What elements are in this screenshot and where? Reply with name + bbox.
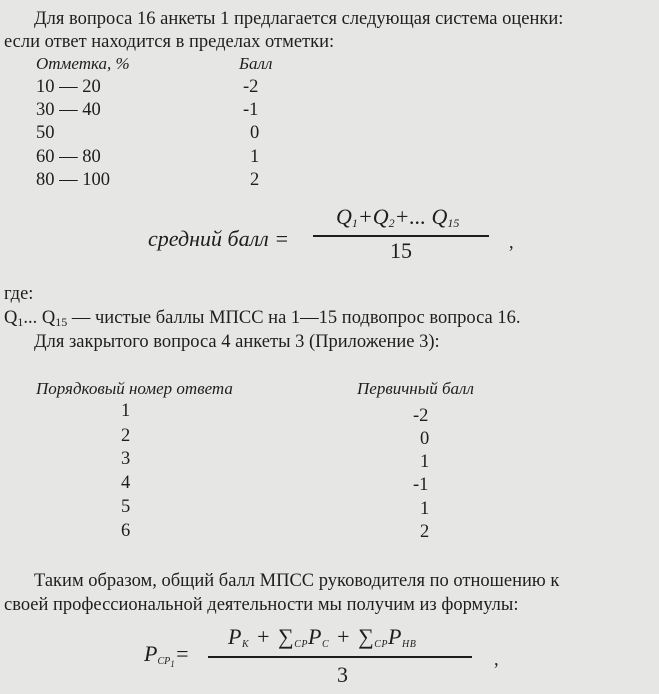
- scale-col-mark-header: Отметка, %: [36, 54, 130, 73]
- conclusion-line-2: своей профессиональной деятельности мы получим из формулы:: [4, 595, 519, 615]
- answers-score-cell: -2: [413, 406, 429, 426]
- answers-score-cell: -1: [413, 475, 429, 495]
- formula-lhs: средний балл =: [148, 226, 290, 251]
- answers-num-cell: 1: [121, 401, 131, 421]
- scale-col-score-header: Балл: [239, 54, 273, 73]
- answers-score-cell: 1: [420, 452, 430, 472]
- answers-score-cell: 0: [420, 429, 430, 449]
- answers-score-cell: 2: [420, 522, 430, 542]
- scale-range-cell: 80 — 100: [36, 170, 110, 190]
- formula-numerator: $Q_1+Q_2+$... $Q_{15}$: [336, 204, 460, 230]
- definition-q: $Q_1$... $Q_{15}$ — чистые баллы МПСС на 1—15 подвопрос вопроса 16.: [4, 308, 521, 329]
- answers-col-num-header: Порядковый номер ответа: [36, 379, 233, 398]
- fraction-bar: [313, 235, 489, 237]
- formula2-lhs: $P_{CP1}=$: [144, 641, 190, 669]
- intro-line-1: Для вопроса 16 анкеты 1 предлагается следующая система оценки:: [34, 9, 564, 29]
- answers-num-cell: 5: [121, 497, 131, 517]
- scale-score-cell: 2: [250, 170, 260, 190]
- closed-question-line: Для закрытого вопроса 4 анкеты 3 (Приложение 3):: [34, 332, 440, 352]
- scale-range-cell: 60 — 80: [36, 147, 101, 167]
- answers-col-score-header: Первичный балл: [357, 379, 474, 398]
- formula2-comma: ,: [494, 650, 499, 670]
- answers-num-cell: 2: [121, 426, 131, 446]
- scale-score-cell: 1: [250, 147, 260, 167]
- answers-num-cell: 3: [121, 449, 131, 469]
- fraction-bar: [208, 656, 472, 658]
- intro-line-2: если ответ находится в пределах отметки:: [4, 32, 335, 52]
- scale-score-cell: -1: [243, 100, 259, 120]
- scale-range-cell: 10 — 20: [36, 77, 101, 97]
- answers-score-cell: 1: [420, 499, 430, 519]
- scale-score-cell: -2: [243, 77, 259, 97]
- scale-range-cell: 30 — 40: [36, 100, 101, 120]
- formula2-numerator: $P_K + \sum_{CP}P_C + \sum_{CP}P_{HB}$: [228, 624, 417, 650]
- formula-denominator: 15: [390, 238, 412, 263]
- answers-num-cell: 6: [121, 521, 131, 541]
- where-label: где:: [4, 284, 34, 304]
- conclusion-line-1: Таким образом, общий балл МПСС руководителя по отношению к: [34, 571, 560, 591]
- scale-range-cell: 50: [36, 123, 55, 143]
- scale-score-cell: 0: [250, 123, 260, 143]
- formula-comma: ,: [509, 233, 514, 253]
- answers-num-cell: 4: [121, 473, 131, 493]
- formula2-denominator: 3: [337, 662, 348, 687]
